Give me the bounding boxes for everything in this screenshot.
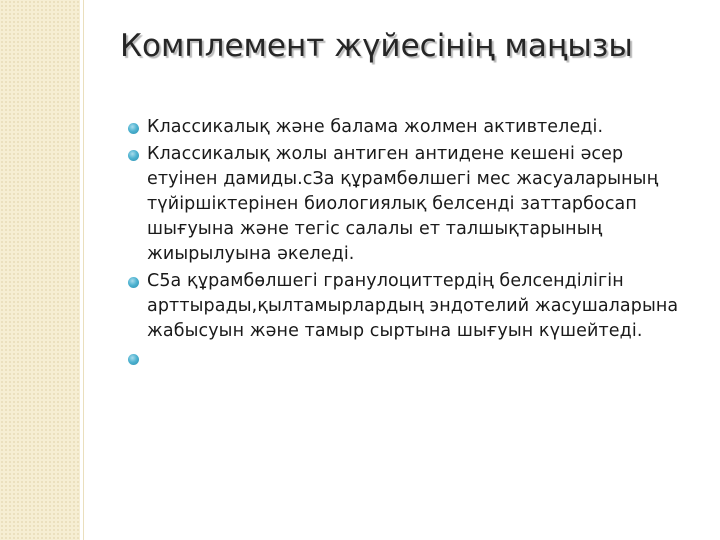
bullet-item [128,115,688,140]
decorative-side-band [0,0,80,540]
slide-title: Комплемент жүйесінің маңызы [120,28,633,64]
bullet-dot-icon [128,354,139,365]
bullet-dot-icon [128,123,139,134]
bullet-text: Классикалық жәнe балама жолмен активтеледі. [147,117,604,137]
bullet-item [128,269,688,344]
bullet-dot-icon [128,150,139,161]
bullet-dot-icon [128,277,139,288]
side-band-divider-line [83,0,84,540]
bullet-text: С5а құрамбөлшегі гранулоциттердің белсенділігін арттырады,қылтамырлардың эндотелий жасушаларына жабысуын және тамыр сыртына шығуын күшейтеді. [147,271,679,341]
bullet-text: Классикалық жолы антиген антидене кешені әсер етуінен дамиды.сЗа құрамбөлшегі мес жасуаларының түйіршіктерінен биологиялық белсенді заттарбосап шығуына және тегіс салалы ет талшықтарының жиырылуына әкеледі. [147,144,659,264]
bullet-item [128,142,688,267]
bullet-list [128,115,688,346]
